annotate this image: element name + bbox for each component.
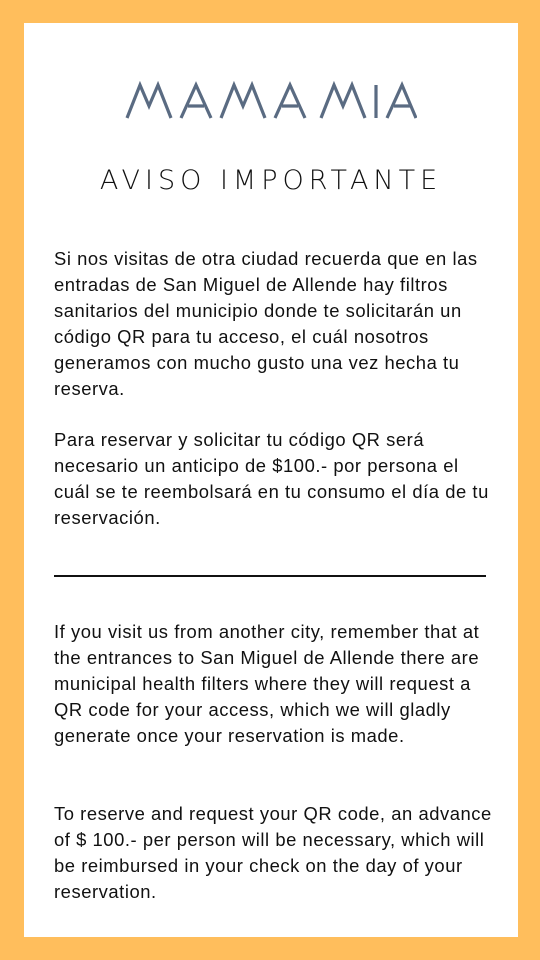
notice-title: AVISO IMPORTANTE xyxy=(99,165,443,196)
spanish-paragraph-2: Para reservar y solicitar tu código QR será necesario un anticipo de $100.- por persona el cuál se te reembolsará en tu consumo el día de tu reservación. xyxy=(54,429,489,528)
section-divider xyxy=(54,575,486,577)
english-paragraph-1: If you visit us from another city, remember that at the entrances to San Miguel de Allende there are municipal health filters where they will request a QR code for your access, which we will gladly generate once your reservation is made. xyxy=(54,621,480,746)
spanish-paragraph-1: Si nos visitas de otra ciudad recuerda que en las entradas de San Miguel de Allende hay filtros sanitarios del municipio donde te solicitarán un código QR para tu acceso, el cuál nosotros generamos con mucho gusto una vez hecha tu reserva. xyxy=(54,248,478,399)
brand-logo-wordmark xyxy=(125,81,417,121)
english-paragraph-2: To reserve and request your QR code, an advance of $ 100.- per person will be necessary, which will be reimbursed in your check on the day of your reservation. xyxy=(54,803,492,902)
notice-card xyxy=(24,23,518,937)
brand-logo xyxy=(24,81,518,121)
